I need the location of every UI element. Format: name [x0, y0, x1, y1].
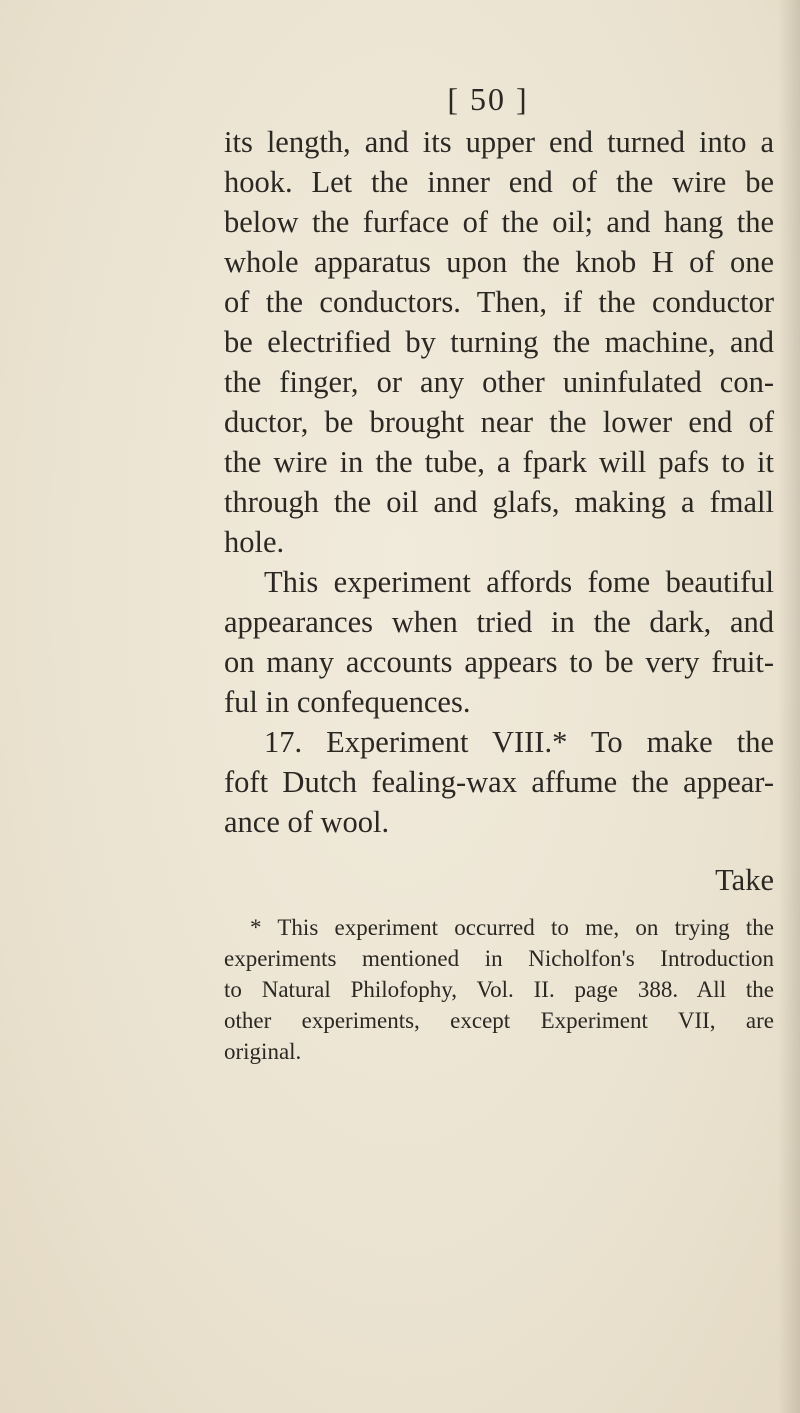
- text-line: the finger, or any other uninfulated con-: [224, 365, 774, 399]
- text-line: ful in confequences.: [224, 685, 471, 719]
- text-line: ductor, be brought near the lower end of: [224, 405, 774, 439]
- text-block: [224, 78, 774, 1067]
- text-line: be electrified by turning the machine, and: [224, 325, 774, 359]
- text-line: through the oil and glafs, making a fmall: [224, 485, 774, 519]
- text-line: its length, and its upper end turned into a: [224, 125, 774, 159]
- text-line: hook. Let the inner end of the wire be: [224, 165, 774, 199]
- paragraph-3: [224, 722, 774, 842]
- text-line: on many accounts appears to be very fruit-: [224, 645, 774, 679]
- page-number: [ 50 ]: [447, 81, 529, 117]
- footnote-line: other experiments, except Experiment VII, are: [224, 1008, 774, 1033]
- text-line: the wire in the tube, a fpark will pafs to it: [224, 445, 774, 479]
- text-line: appearances when tried in the dark, and: [224, 605, 774, 639]
- text-line: foft Dutch fealing-wax affume the appear-: [224, 765, 774, 799]
- footnote-line: original.: [224, 1039, 302, 1064]
- paragraph-2: [224, 562, 774, 722]
- text-line: of the conductors. Then, if the conductor: [224, 285, 774, 319]
- catchword: Take: [715, 863, 774, 897]
- text-line: This experiment affords fome beautiful: [264, 565, 774, 599]
- page-edge-shadow: [778, 0, 800, 1413]
- footnote-line: experiments mentioned in Nicholfon's Introduction: [224, 946, 774, 971]
- text-line: ance of wool.: [224, 805, 390, 839]
- footnote-line: to Natural Philofophy, Vol. II. page 388. All the: [224, 977, 774, 1002]
- text-line: whole apparatus upon the knob H of one: [224, 245, 774, 279]
- text-line: below the furface of the oil; and hang the: [224, 205, 774, 239]
- footnote: [224, 912, 774, 1067]
- paragraph-1: [224, 122, 774, 562]
- text-line: 17. Experiment VIII.* To make the: [264, 725, 774, 759]
- footnote-line: * This experiment occurred to me, on trying the: [250, 915, 774, 940]
- text-line: hole.: [224, 525, 285, 559]
